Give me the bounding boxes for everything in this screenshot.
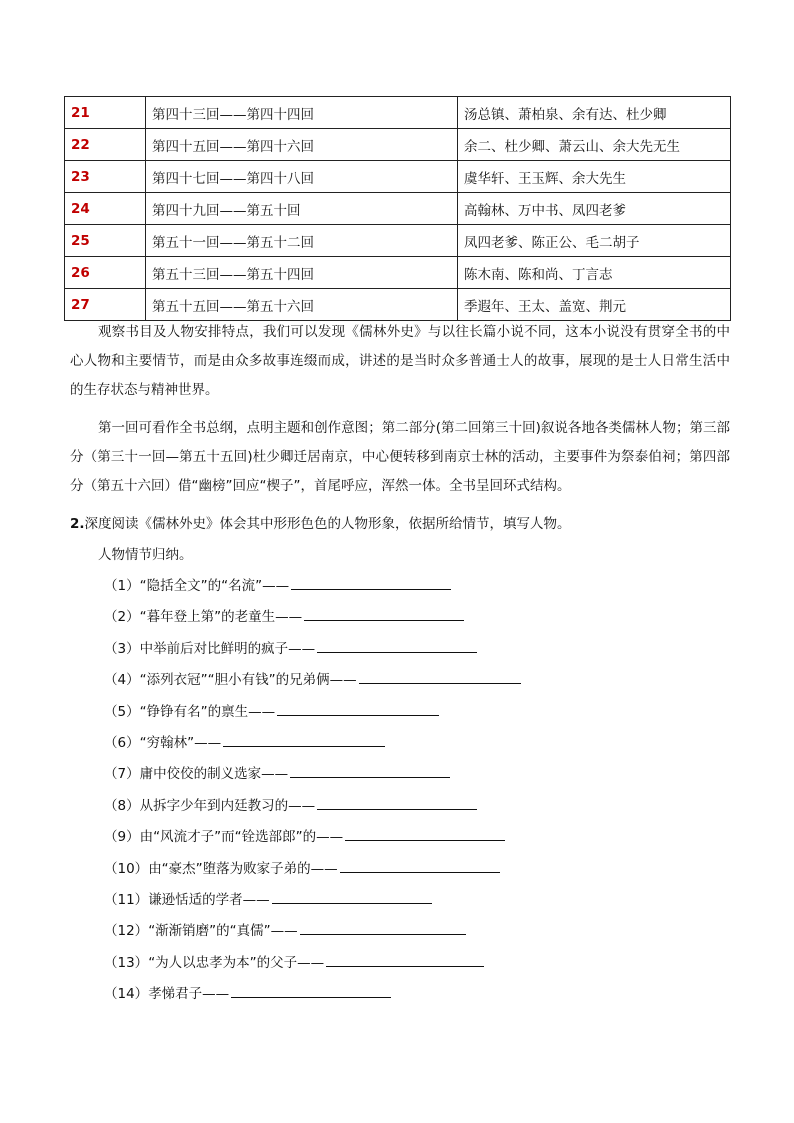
item-number: （10） — [104, 860, 149, 877]
fill-in-item — [104, 855, 521, 886]
fill-in-item — [104, 917, 521, 948]
fill-in-item — [104, 729, 521, 760]
item-prompt: 由“风流才子”而“铨选部郎”的—— — [139, 829, 344, 846]
item-prompt: 中举前后对比鲜明的疯子—— — [139, 640, 316, 657]
item-number: （8） — [104, 797, 140, 814]
chapter-range-cell: 第四十七回——第四十八回 — [146, 161, 458, 193]
answer-blank[interactable] — [326, 950, 484, 967]
answer-blank[interactable] — [291, 573, 451, 590]
chapter-range-cell: 第五十一回——第五十二回 — [146, 225, 458, 257]
fill-in-item — [104, 760, 521, 791]
characters-cell: 陈木南、陈和尚、丁言志 — [458, 257, 731, 289]
answer-blank[interactable] — [277, 699, 439, 716]
row-number-cell: 27 — [65, 289, 146, 321]
fill-in-item — [104, 886, 521, 917]
fill-in-item — [104, 635, 521, 666]
fill-in-item — [104, 666, 521, 697]
fill-in-item — [104, 572, 521, 603]
item-prompt: “隐括全文”的“名流”—— — [139, 578, 290, 594]
table-row — [65, 257, 731, 289]
answer-blank[interactable] — [345, 824, 505, 841]
question-subtitle: 人物情节归纳。 — [98, 547, 193, 563]
fill-in-item — [104, 823, 521, 854]
item-prompt: “添列衣冠”“胆小有钱”的兄弟俩—— — [139, 672, 357, 689]
item-number: （13） — [104, 954, 149, 971]
chapter-range-cell: 第四十三回——第四十四回 — [146, 97, 458, 129]
table-row — [65, 193, 731, 225]
answer-blank[interactable] — [223, 730, 385, 747]
table-row — [65, 97, 731, 129]
row-number-cell: 21 — [65, 97, 146, 129]
chapter-range-cell: 第四十五回——第四十六回 — [146, 129, 458, 161]
item-prompt: “铮铮有名”的禀生—— — [139, 703, 276, 720]
question-number: 2. — [70, 516, 85, 532]
characters-cell: 汤总镇、萧柏泉、余有达、杜少卿 — [458, 97, 731, 129]
table-row — [65, 289, 731, 321]
item-prompt: “渐渐销磨”的“真儒”—— — [148, 923, 298, 940]
characters-cell: 虞华轩、王玉辉、余大先生 — [458, 161, 731, 193]
fill-in-item — [104, 980, 521, 1011]
table-row — [65, 129, 731, 161]
answer-blank[interactable] — [231, 981, 391, 998]
characters-cell: 季遐年、王太、盖宽、荆元 — [458, 289, 731, 321]
answer-blank[interactable] — [272, 887, 432, 904]
question-text: 深度阅读《儒林外史》体会其中形形色色的人物形象，依据所给情节，填写人物。 — [84, 516, 571, 532]
answer-blank[interactable] — [317, 636, 477, 653]
table-row — [65, 161, 731, 193]
chapter-range-cell: 第四十九回——第五十回 — [146, 193, 458, 225]
item-prompt: 从拆字少年到内廷教习的—— — [139, 797, 316, 814]
row-number-cell: 24 — [65, 193, 146, 225]
answer-blank[interactable] — [317, 793, 477, 810]
chapter-table — [64, 96, 731, 321]
row-number-cell: 22 — [65, 129, 146, 161]
item-number: （2） — [104, 609, 140, 626]
chapter-range-cell: 第五十三回——第五十四回 — [146, 257, 458, 289]
row-number-cell: 25 — [65, 225, 146, 257]
item-number: （6） — [104, 734, 140, 751]
table-row — [65, 225, 731, 257]
item-prompt: 庸中佼佼的制义选家—— — [139, 766, 289, 783]
answer-blank[interactable] — [359, 667, 521, 684]
item-number: （5） — [104, 703, 140, 720]
fill-in-item — [104, 792, 521, 823]
item-prompt: 孝悌君子—— — [148, 986, 230, 1003]
fill-in-item — [104, 603, 521, 634]
item-prompt: “穷翰林”—— — [139, 734, 222, 751]
item-number: （14） — [104, 986, 149, 1003]
item-prompt: 谦逊恬适的学者—— — [148, 891, 270, 908]
fill-in-item — [104, 949, 521, 980]
paragraph-book-parts: 第一回可看作全书总纲，点明主题和创作意图；第二部分(第二回第三十回)叙说各地各类儒林人物；第三部分（第三十一回—第五十五回)杜少卿迁居南京，中心便转移到南京士林的活动，主要事件为祭泰伯祠；第四部分（第五十六回）借“幽榜”回应“楔子”，首尾呼应，浑然一体。全书呈回环式结构。 — [70, 420, 730, 494]
item-prompt: 由“豪杰”堕落为败家子弟的—— — [148, 860, 338, 877]
item-number: （7） — [104, 766, 140, 783]
answer-blank[interactable] — [340, 856, 500, 873]
answer-blank[interactable] — [304, 604, 464, 621]
item-number: （11） — [104, 891, 149, 908]
answer-blank[interactable] — [300, 918, 466, 935]
item-number: （9） — [104, 829, 140, 846]
item-number: （1） — [104, 578, 140, 594]
item-number: （12） — [104, 923, 149, 940]
item-number: （3） — [104, 640, 140, 657]
chapter-table-body — [65, 97, 731, 321]
fill-in-item — [104, 698, 521, 729]
answer-blank[interactable] — [290, 761, 450, 778]
row-number-cell: 23 — [65, 161, 146, 193]
item-prompt: “暮年登上第”的老童生—— — [139, 609, 303, 626]
row-number-cell: 26 — [65, 257, 146, 289]
fill-in-list — [104, 572, 521, 1011]
characters-cell: 高翰林、万中书、凤四老爹 — [458, 193, 731, 225]
item-prompt: “为人以忠孝为本”的父子—— — [148, 954, 325, 971]
chapter-range-cell: 第五十五回——第五十六回 — [146, 289, 458, 321]
characters-cell: 余二、杜少卿、萧云山、余大先无生 — [458, 129, 731, 161]
paragraph-structure-overview: 观察书目及人物安排特点，我们可以发现《儒林外史》与以往长篇小说不同，这本小说没有贯穿全书的中心人物和主要情节，而是由众多故事连缀而成，讲述的是当时众多普通士人的故事，展现的是士人日常生活中的生存状态与精神世界。 — [70, 324, 730, 398]
item-number: （4） — [104, 672, 140, 689]
question-heading — [70, 512, 730, 536]
characters-cell: 凤四老爹、陈正公、毛二胡子 — [458, 225, 731, 257]
